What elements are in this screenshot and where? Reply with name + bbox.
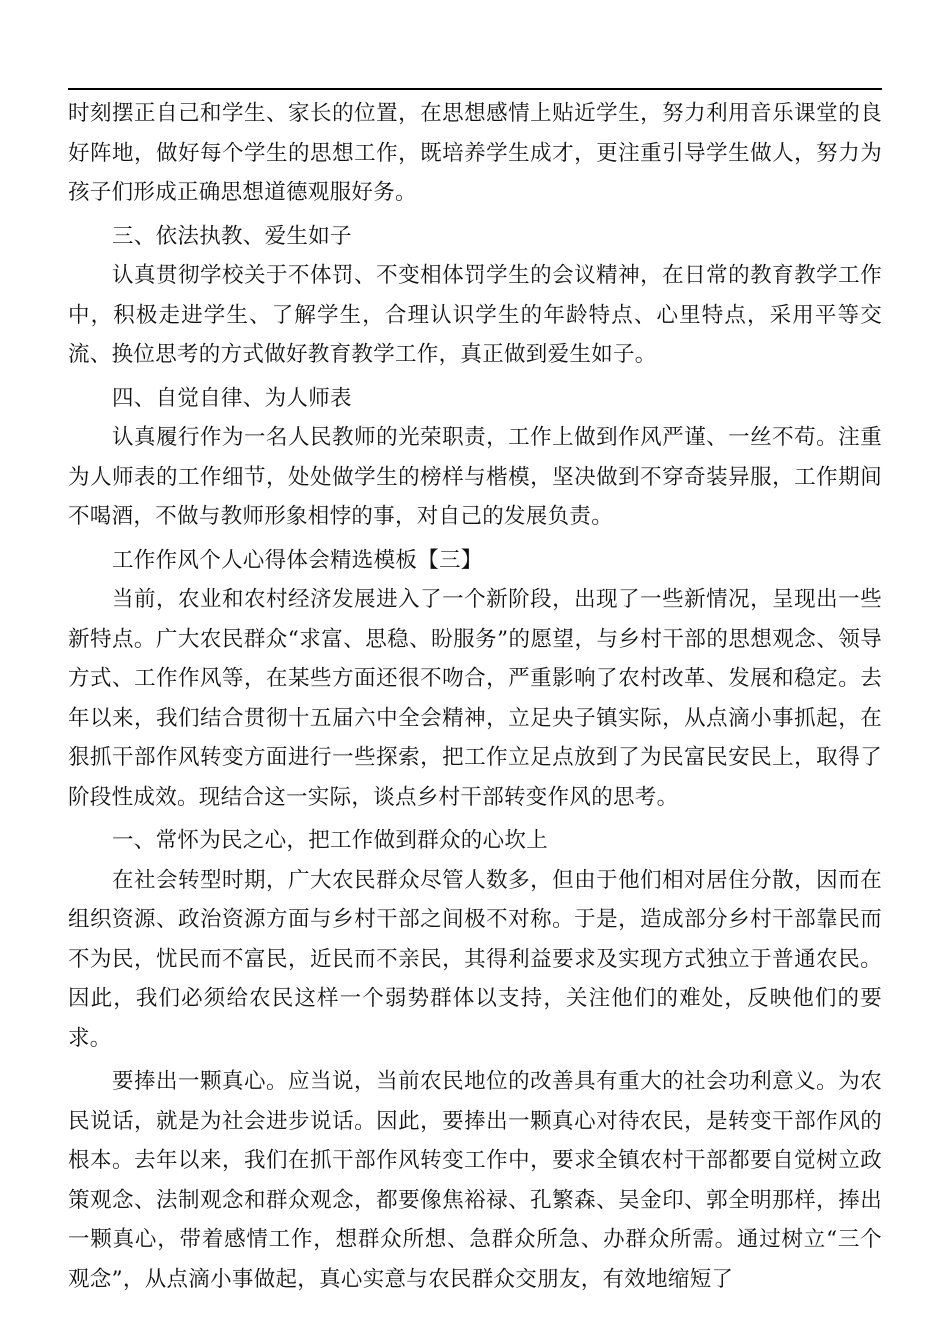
paragraph: 认真贯彻学校关于不体罚、不变相体罚学生的会议精神，在日常的教育教学工作中，积极走进学生、了解学生，合理认识学生的年龄特点、心里特点，采用平等交流、换位思考的方式做好教育教学工作，真正做到爱生如子。 — [68, 263, 882, 367]
section-heading-1: 一、常怀为民之心，把工作做到群众的心坎上 — [112, 828, 549, 853]
paragraph: 认真履行作为一名人民教师的光荣职责，工作上做到作风严谨、一丝不苟。注重为人师表的工作细节，处处做学生的榜样与楷模，坚决做到不穿奇装异服，工作期间不喝酒，不做与教师形象相悖的事，对自己的发展负责。 — [68, 425, 882, 529]
paragraph: 在社会转型时期，广大农民群众尽管人数多，但由于他们相对居住分散，因而在组织资源、政治资源方面与乡村干部之间极不对称。于是，造成部分乡村干部靠民而不为民，忧民而不富民，近民而不亲民，其得利益要求及实现方式独立于普通农民。因此，我们必须给农民这样一个弱势群体以支持，关注他们的难处，反映他们的要求。 — [68, 867, 882, 1051]
paragraph-continuation: 时刻摆正自己和学生、家长的位置，在思想感情上贴近学生，努力利用音乐课堂的良好阵地，做好每个学生的思想工作，既培养学生成才，更注重引导学生做人，努力为孩子们形成正确思想道德观服好务。 — [68, 101, 882, 205]
article-title: 工作作风个人心得体会精选模板【三】 — [112, 547, 483, 573]
paragraph: 要捧出一颗真心。应当说，当前农民地位的改善具有重大的社会功利意义。为农民说话，就是为社会进步说话。因此，要捧出一颗真心对待农民，是转变干部作风的根本。去年以来，我们在抓干部作风转变工作中，要求全镇农村干部都要自觉树立政策观念、法制观念和群众观念，都要像焦裕禄、孔繁森、吴金印、郭全明那样，捧出一颗真心，带着感情工作，想群众所想、急群众所急、办群众所需。通过树立“三个观念”，从点滴小事做起，真心实意与农民群众交朋友，有效地缩短了 — [68, 1069, 882, 1292]
paragraph: 当前，农业和农村经济发展进入了一个新阶段，出现了一些新情况，呈现出一些新特点。广大农民群众“求富、思稳、盼服务”的愿望，与乡村干部的思想观念、领导方式、工作作风等，在某些方面还很不吻合，严重影响了农村改革、发展和稳定。去年以来，我们结合贯彻十五届六中全会精神，立足央子镇实际，从点滴小事抓起，在狠抓干部作风转变方面进行一些探索，把工作立足点放到了为民富民安民上，取得了阶段性成效。现结合这一实际，谈点乡村干部转变作风的思考。 — [68, 587, 882, 810]
section-heading-4: 四、自觉自律、为人师表 — [112, 385, 352, 411]
section-heading-3: 三、依法执教、爱生如子 — [112, 223, 352, 249]
header-divider — [68, 88, 882, 90]
document-body — [68, 94, 882, 1303]
